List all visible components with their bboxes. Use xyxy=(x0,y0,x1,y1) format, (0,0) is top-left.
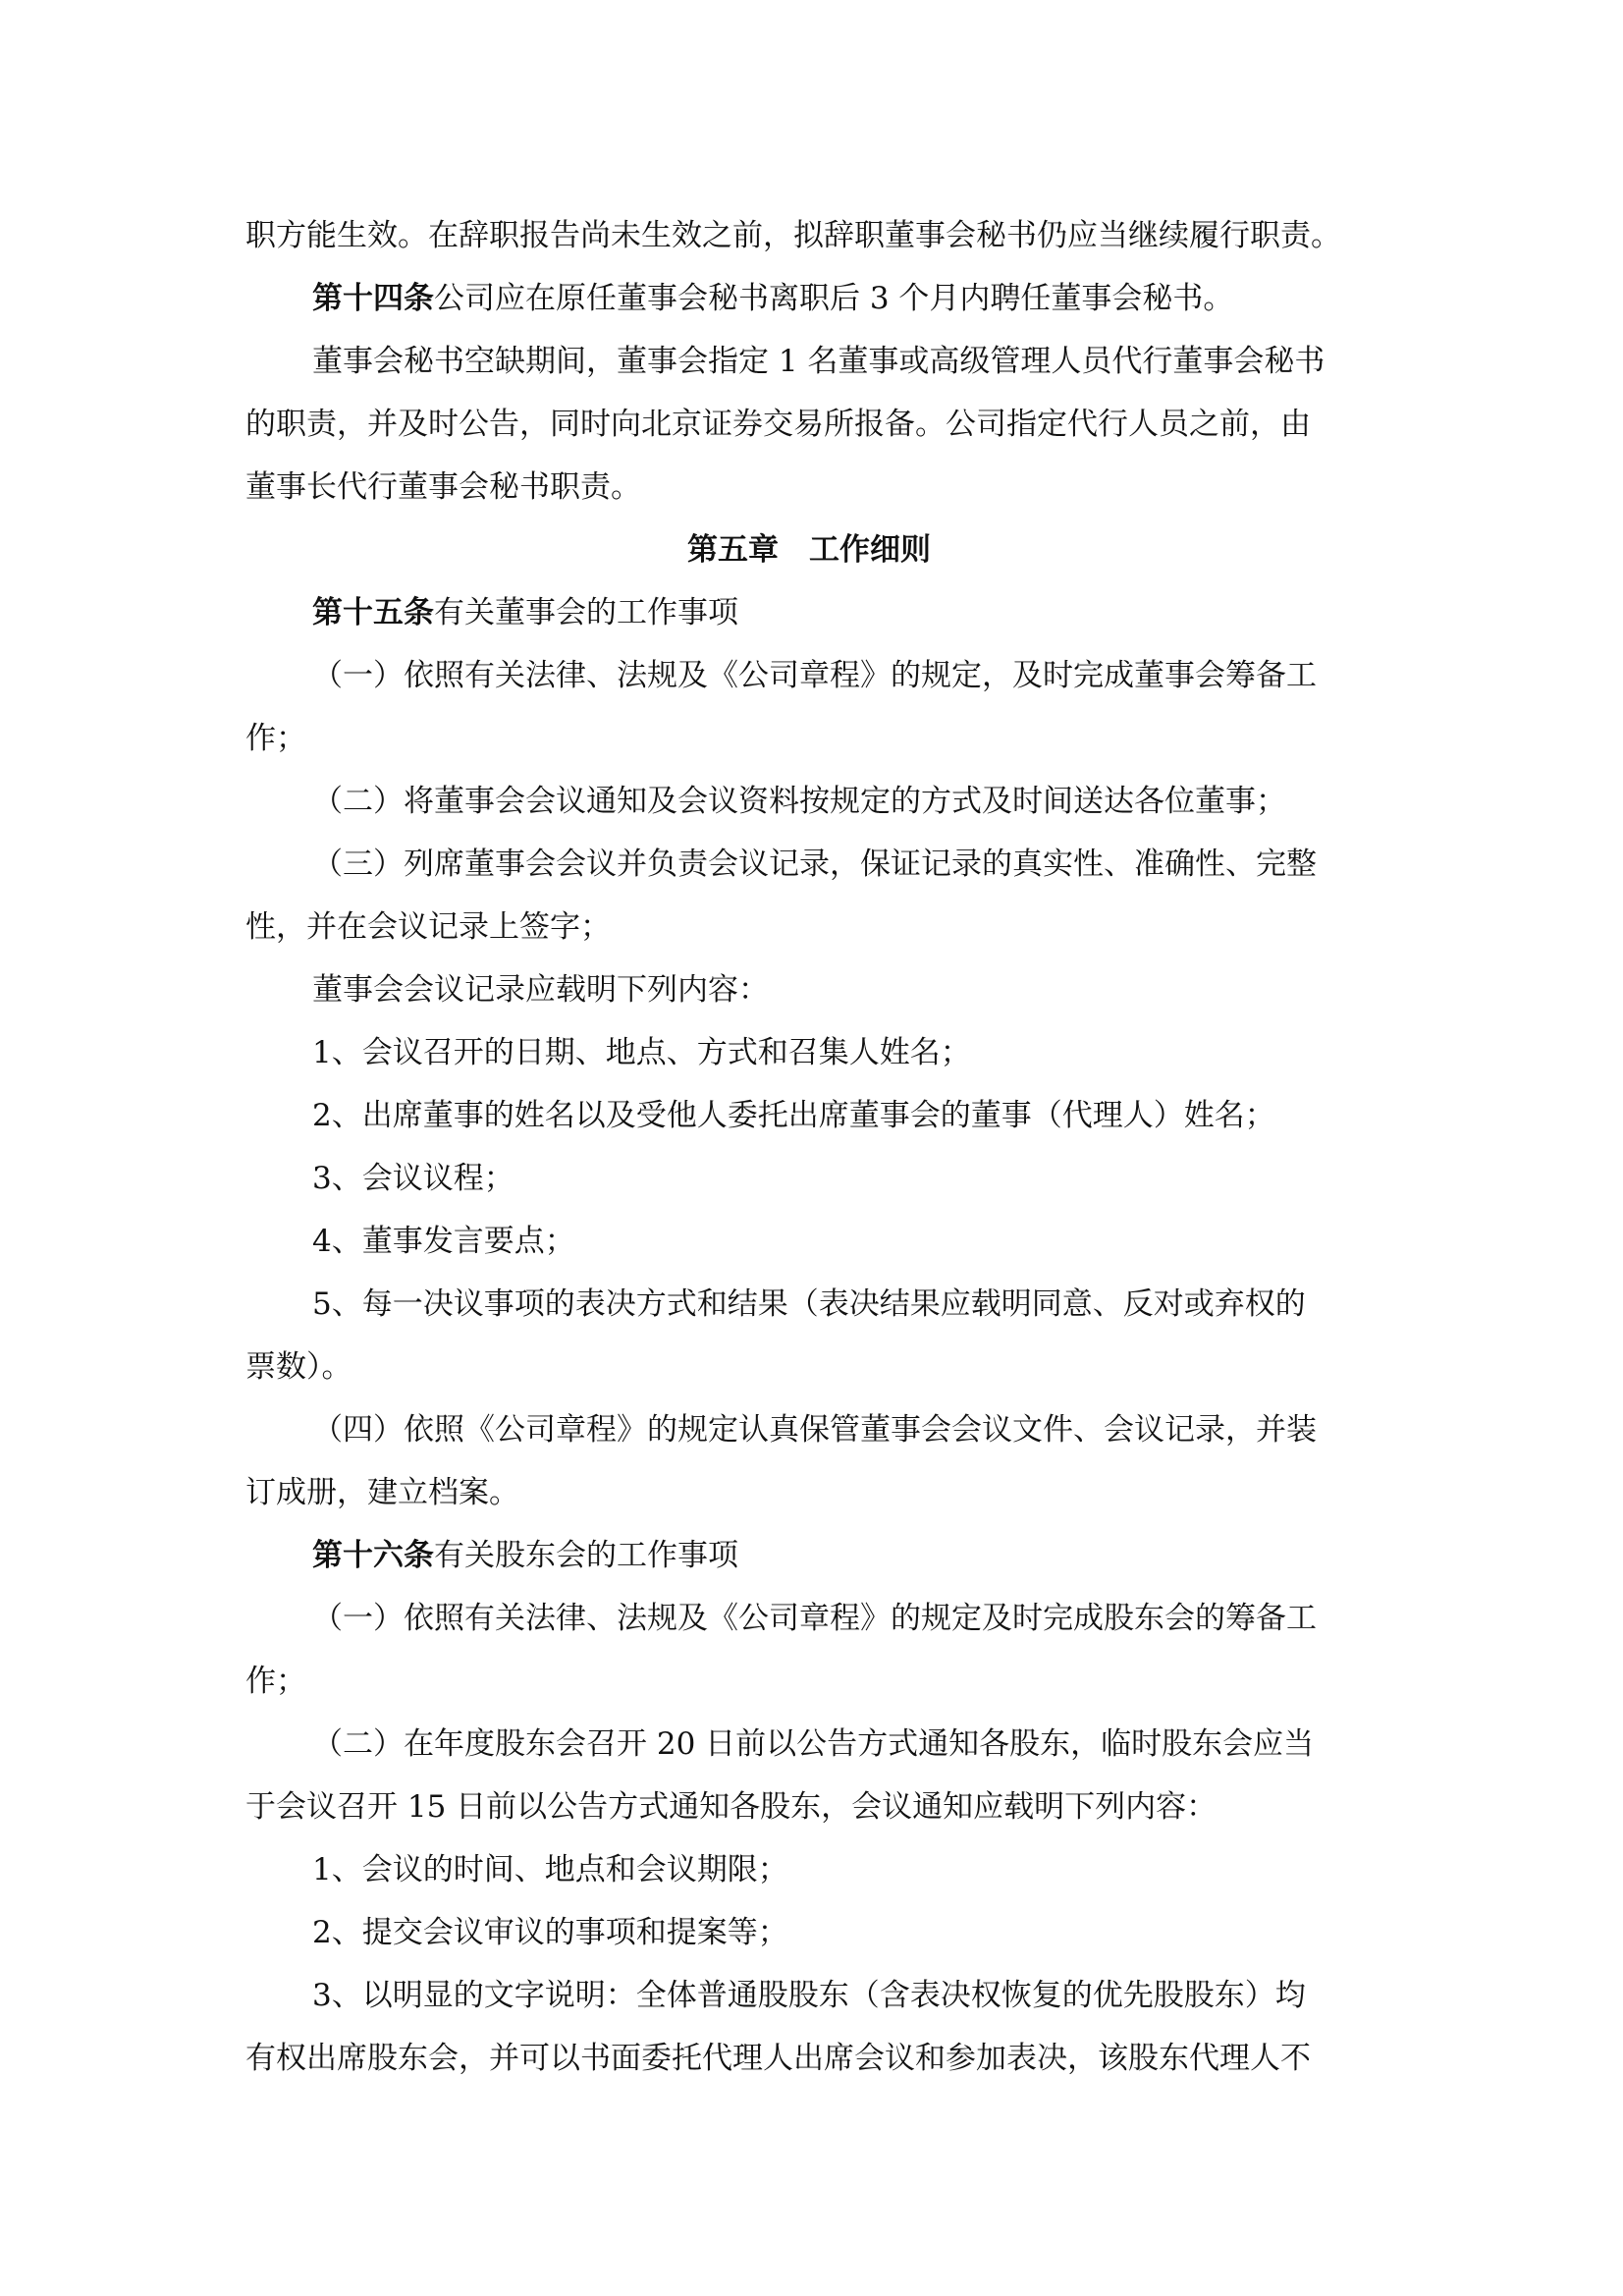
paragraph-line: 有权出席股东会，并可以书面委托代理人出席会议和参加表决，该股东代理人不 xyxy=(245,2041,1311,2076)
list-item: 1、会议召开的日期、地点、方式和召集人姓名； xyxy=(312,1035,971,1070)
paragraph-line: （一）依照有关法律、法规及《公司章程》的规定及时完成股东会的筹备工 xyxy=(312,1601,1317,1636)
list-item: 2、出席董事的姓名以及受他人委托出席董事会的董事（代理人）姓名； xyxy=(312,1098,1275,1133)
paragraph-line: 董事长代行董事会秘书职责。 xyxy=(245,469,641,505)
paragraph-line: （四）依照《公司章程》的规定认真保管董事会会议文件、会议记录，并装 xyxy=(312,1412,1317,1448)
paragraph-line: 作； xyxy=(245,1664,306,1699)
list-item: 2、提交会议审议的事项和提案等； xyxy=(312,1915,788,1950)
article-heading: 第十五条 xyxy=(312,595,434,630)
paragraph-line: 于会议召开 15 日前以公告方式通知各股东，会议通知应载明下列内容： xyxy=(245,1789,1217,1825)
paragraph-line: 票数）。 xyxy=(245,1349,352,1385)
paragraph-line: 职方能生效。在辞职报告尚未生效之前，拟辞职董事会秘书仍应当继续履行职责。 xyxy=(245,218,1341,253)
article-heading: 第十六条 xyxy=(312,1538,434,1573)
paragraph-line: （一）依照有关法律、法规及《公司章程》的规定，及时完成董事会筹备工 xyxy=(312,658,1317,693)
article-heading: 第十四条 xyxy=(312,281,434,316)
list-item: 4、董事发言要点； xyxy=(312,1224,575,1259)
paragraph-line: 董事会秘书空缺期间，董事会指定 1 名董事或高级管理人员代行董事会秘书 xyxy=(312,344,1325,379)
list-item: 3、以明显的文字说明：全体普通股股东（含表决权恢复的优先股股东）均 xyxy=(312,1978,1306,2013)
list-item: 5、每一决议事项的表决方式和结果（表决结果应载明同意、反对或弃权的 xyxy=(312,1286,1306,1322)
list-item: 3、会议议程； xyxy=(312,1161,514,1196)
paragraph-line: （二）在年度股东会召开 20 日前以公告方式通知各股东，临时股东会应当 xyxy=(312,1726,1315,1762)
paragraph-line: 订成册，建立档案。 xyxy=(245,1475,519,1510)
paragraph-line: 性，并在会议记录上签字； xyxy=(245,909,611,945)
paragraph-line: 作； xyxy=(245,721,306,756)
paragraph-line: 的职责，并及时公告，同时向北京证券交易所报备。公司指定代行人员之前，由 xyxy=(245,407,1311,442)
list-item: 1、会议的时间、地点和会议期限； xyxy=(312,1852,788,1887)
paragraph-line: （二）将董事会会议通知及会议资料按规定的方式及时间送达各位董事； xyxy=(312,784,1286,819)
article-15-line: 第十五条有关董事会的工作事项 xyxy=(312,595,738,630)
article-14-line: 第十四条公司应在原任董事会秘书离职后 3 个月内聘任董事会秘书。 xyxy=(312,281,1234,316)
paragraph-line: 董事会会议记录应载明下列内容： xyxy=(312,972,769,1008)
paragraph-line: （三）列席董事会会议并负责会议记录，保证记录的真实性、准确性、完整 xyxy=(312,847,1317,882)
chapter-title: 第五章 工作细则 xyxy=(687,532,931,568)
article-16-line: 第十六条有关股东会的工作事项 xyxy=(312,1538,738,1573)
